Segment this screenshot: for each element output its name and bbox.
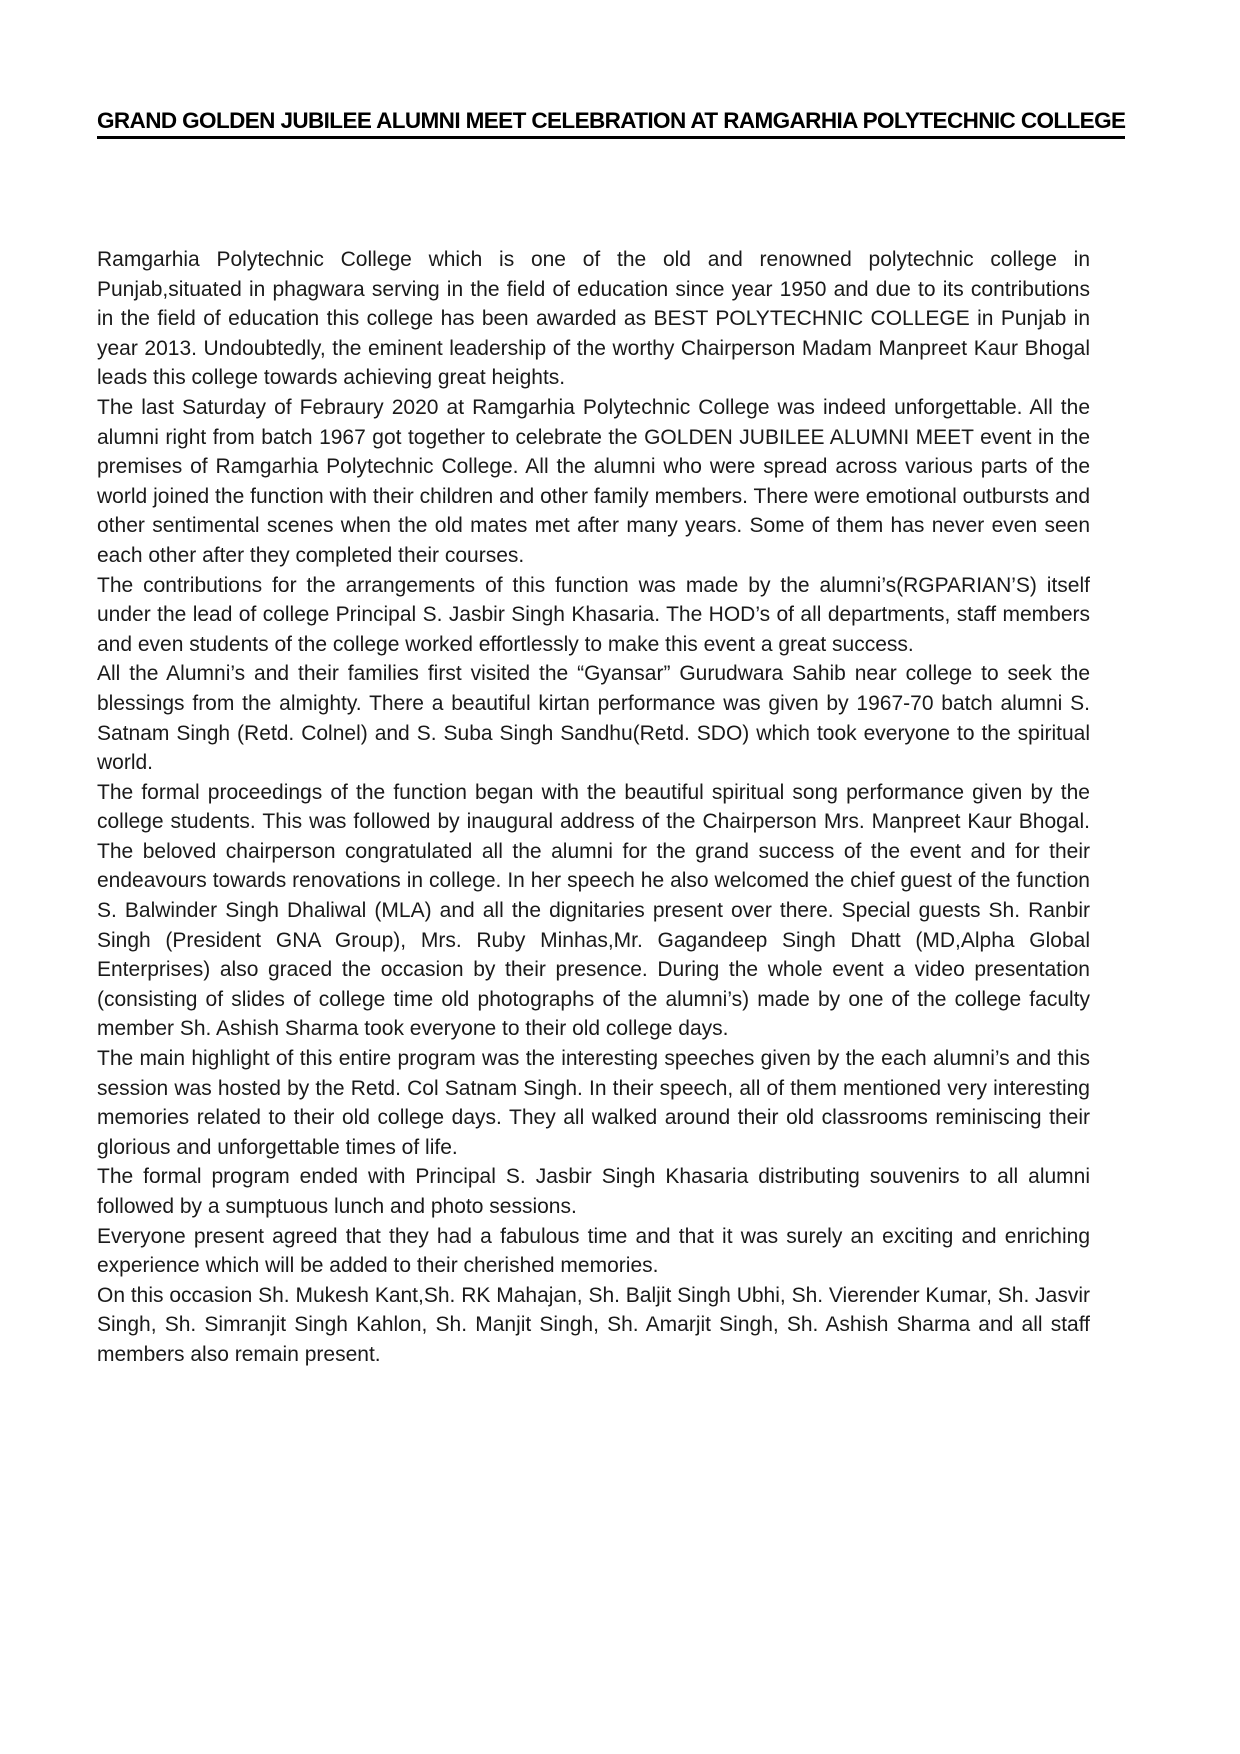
paragraph: On this occasion Sh. Mukesh Kant,Sh. RK Mahajan, Sh. Baljit Singh Ubhi, Sh. Vierender Kumar, Sh. Jasvir Singh, Sh. Simranjit Singh Kahlon, Sh. Manjit Singh, Sh. Amarjit Singh, Sh. Ashish Sharma and all staff members also remain present. bbox=[97, 1283, 1090, 1366]
document-title bbox=[97, 107, 1126, 134]
paragraph: The formal proceedings of the function began with the beautiful spiritual song performance given by the college students. This was followed by inaugural address of the Chairperson Mrs. Manpreet Kaur Bhogal. The beloved chairperson congratulated all the alumni for the grand success of the event and for their endeavours towards renovations in college. In her speech he also welcomed the chief guest of the function S. Balwinder Singh Dhaliwal (MLA) and all the dignitaries present over there. Special guests Sh. Ranbir Singh (President GNA Group), Mrs. Ruby Minhas,Mr. Gagandeep Singh Dhatt (MD,Alpha Global Enterprises) also graced the occasion by their presence. During the whole event a video presentation (consisting of slides of college time old photographs of the alumni’s) made by one of the college faculty member Sh. Ashish Sharma took everyone to their old college days. bbox=[97, 780, 1090, 1041]
paragraph: The contributions for the arrangements of this function was made by the alumni’s(RGPARIAN’S) itself under the lead of college Principal S. Jasbir Singh Khasaria. The HOD’s of all departments, staff members and even students of the college worked effortlessly to make this event a great success. bbox=[97, 573, 1090, 656]
paragraph: All the Alumni’s and their families first visited the “Gyansar” Gurudwara Sahib near college to seek the blessings from the almighty. There a beautiful kirtan performance was given by 1967-70 batch alumni S. Satnam Singh (Retd. Colnel) and S. Suba Singh Sandhu(Retd. SDO) which took everyone to the spiritual world. bbox=[97, 662, 1090, 775]
document-title-text: GRAND GOLDEN JUBILEE ALUMNI MEET CELEBRATION AT RAMGARHIA POLYTECHNIC COLLEGE bbox=[97, 108, 1125, 139]
paragraph: Ramgarhia Polytechnic College which is one of the old and renowned polytechnic college in Punjab,situated in phagwara serving in the field of education since year 1950 and due to its contributions in the field of education this college has been awarded as BEST POLYTECHNIC COLLEGE in Punjab in year 2013. Undoubtedly, the eminent leadership of the worthy Chairperson Madam Manpreet Kaur Bhogal leads this college towards achieving great heights. bbox=[97, 248, 1090, 390]
paragraph: The main highlight of this entire program was the interesting speeches given by the each alumni’s and this session was hosted by the Retd. Col Satnam Singh. In their speech, all of them mentioned very interesting memories related to their old college days. They all walked around their old classrooms reminiscing their glorious and unforgettable times of life. bbox=[97, 1047, 1090, 1159]
paragraph: The formal program ended with Principal S. Jasbir Singh Khasaria distributing souvenirs to all alumni followed by a sumptuous lunch and photo sessions. bbox=[97, 1165, 1090, 1218]
document-body bbox=[97, 245, 1090, 1370]
paragraph: The last Saturday of Febraury 2020 at Ramgarhia Polytechnic College was indeed unforgettable. All the alumni right from batch 1967 got together to celebrate the GOLDEN JUBILEE ALUMNI MEET event in the premises of Ramgarhia Polytechnic College. All the alumni who were spread across various parts of the world joined the function with their children and other family members. There were emotional outbursts and other sentimental scenes when the old mates met after many years. Some of them has never even seen each other after they completed their courses. bbox=[97, 395, 1090, 567]
paragraph: Everyone present agreed that they had a fabulous time and that it was surely an exciting and enriching experience which will be added to their cherished memories. bbox=[97, 1224, 1090, 1278]
